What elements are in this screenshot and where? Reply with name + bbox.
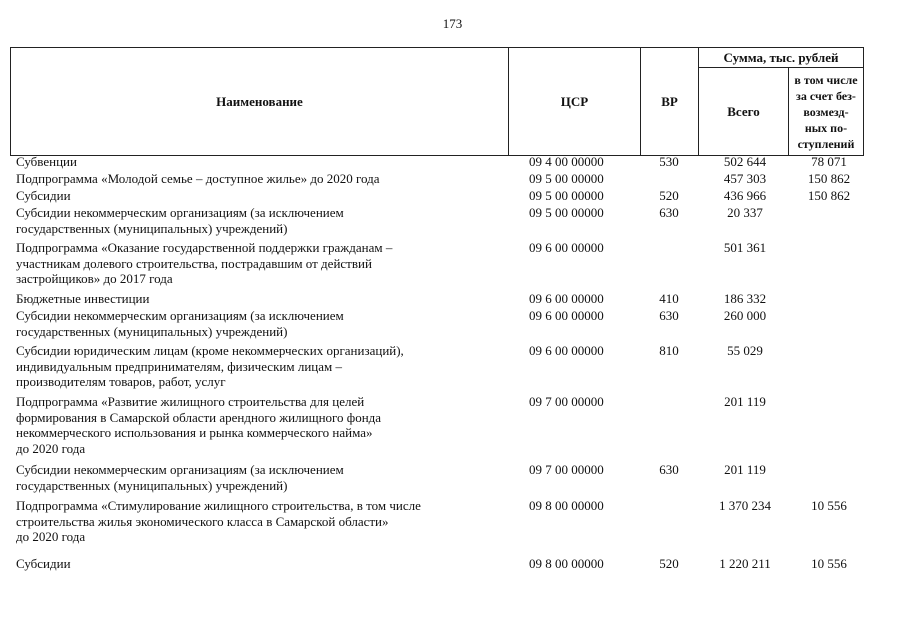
row-name <box>16 205 506 236</box>
row-vr: 630 <box>659 462 679 477</box>
row-free: 150 862 <box>807 188 851 203</box>
row-name-line: формирования в Самарской области арендного жилищного фонда <box>16 409 382 425</box>
row-total: 436 966 <box>723 188 767 203</box>
row-csr: 09 6 00 00000 <box>529 291 604 306</box>
header-csr: ЦСР <box>509 48 641 156</box>
row-name-line: до 2020 года <box>16 440 86 456</box>
row-name-line: Субсидии некоммерческим организациям (за исключением <box>16 462 344 477</box>
row-vr: 410 <box>659 291 679 306</box>
row-name-line: Субсидии <box>16 556 71 571</box>
row-vr: 530 <box>659 154 679 169</box>
row-csr: 09 5 00 00000 <box>529 205 604 220</box>
row-total: 501 361 <box>723 240 767 255</box>
row-csr: 09 6 00 00000 <box>529 343 604 358</box>
row-vr: 630 <box>659 205 679 220</box>
row-name-line: Субсидии <box>16 188 71 203</box>
row-csr: 09 7 00 00000 <box>529 394 604 409</box>
row-csr: 09 8 00 00000 <box>529 556 604 571</box>
header-free-line: ных по- <box>804 120 848 135</box>
row-name <box>16 308 506 339</box>
row-name <box>16 188 506 204</box>
row-name-line: производителям товаров, работ, услуг <box>16 374 226 389</box>
row-total: 55 029 <box>727 343 763 358</box>
row-name-line: Подпрограмма «Стимулирование жилищного строительства, в том числе <box>16 498 421 513</box>
row-name-line: Бюджетные инвестиции <box>16 291 150 306</box>
row-name-line: Подпрограмма «Оказание государственной поддержки гражданам – <box>16 240 393 255</box>
row-csr: 09 4 00 00000 <box>529 154 604 169</box>
row-total: 502 644 <box>723 154 767 169</box>
row-name-line: некоммерческого использования и рынка коммерческого найма» <box>16 425 373 440</box>
row-total: 1 220 211 <box>719 556 771 571</box>
row-total: 260 000 <box>723 308 767 323</box>
row-name-line: Субсидии некоммерческим организациям (за исключением <box>16 205 344 220</box>
row-csr: 09 6 00 00000 <box>529 240 604 255</box>
row-csr: 09 6 00 00000 <box>529 308 604 323</box>
row-name-line: государственных (муниципальных) учреждений) <box>16 477 288 493</box>
row-name-line: Субсидии юридическим лицам (кроме некоммерческих организаций), <box>16 343 404 358</box>
header-total: Всего <box>699 68 789 156</box>
row-total: 1 370 234 <box>719 498 771 513</box>
row-name-line: Субвенции <box>16 154 77 169</box>
row-name <box>16 171 506 187</box>
row-free: 150 862 <box>807 171 851 186</box>
row-csr: 09 7 00 00000 <box>529 462 604 477</box>
row-total: 457 303 <box>723 171 767 186</box>
row-name-line: государственных (муниципальных) учреждений) <box>16 220 288 236</box>
row-total: 20 337 <box>727 205 763 220</box>
row-total: 201 119 <box>724 462 766 477</box>
row-vr: 810 <box>659 343 679 358</box>
row-csr: 09 8 00 00000 <box>529 498 604 513</box>
row-name <box>16 462 506 493</box>
row-name-line: застройщиков» до 2017 года <box>16 271 173 286</box>
row-name <box>16 394 506 456</box>
row-name-line: Субсидии некоммерческим организациям (за исключением <box>16 308 344 323</box>
page-number: 173 <box>442 16 463 31</box>
row-vr: 630 <box>659 308 679 323</box>
row-name-line: Подпрограмма «Молодой семье – доступное жилье» до 2020 года <box>16 171 380 186</box>
row-csr: 09 5 00 00000 <box>529 171 604 186</box>
row-total: 201 119 <box>724 394 766 409</box>
row-name-line: государственных (муниципальных) учреждений) <box>16 323 288 339</box>
row-vr: 520 <box>659 188 679 203</box>
row-name-line: Подпрограмма «Развитие жилищного строительства для целей <box>16 394 365 409</box>
row-name <box>16 498 506 545</box>
row-name <box>16 343 506 390</box>
header-free-line: в том числе <box>794 72 858 87</box>
row-name-line: индивидуальным предпринимателям, физическим лицам – <box>16 358 342 374</box>
row-name-line: строительства жилья экономического класса в Самарской области» <box>16 513 389 529</box>
row-name <box>16 154 506 170</box>
header-sum: Сумма, тыс. рублей <box>699 48 864 68</box>
row-name <box>16 240 506 287</box>
header-free-line: ступлений <box>797 136 855 151</box>
row-name-line: до 2020 года <box>16 529 86 544</box>
header-name: Наименование <box>11 48 509 156</box>
header-free-line: возмезд- <box>803 104 849 119</box>
row-name <box>16 556 506 572</box>
header-free-line: за счет без- <box>796 88 856 103</box>
row-total: 186 332 <box>723 291 767 306</box>
row-vr: 520 <box>659 556 679 571</box>
row-name-line: участникам долевого строительства, пострадавшим от действий <box>16 255 372 271</box>
row-csr: 09 5 00 00000 <box>529 188 604 203</box>
row-free: 10 556 <box>811 556 847 571</box>
header-vr: ВР <box>641 48 699 156</box>
row-free: 10 556 <box>811 498 847 513</box>
row-name <box>16 291 506 307</box>
row-free: 78 071 <box>811 154 847 169</box>
